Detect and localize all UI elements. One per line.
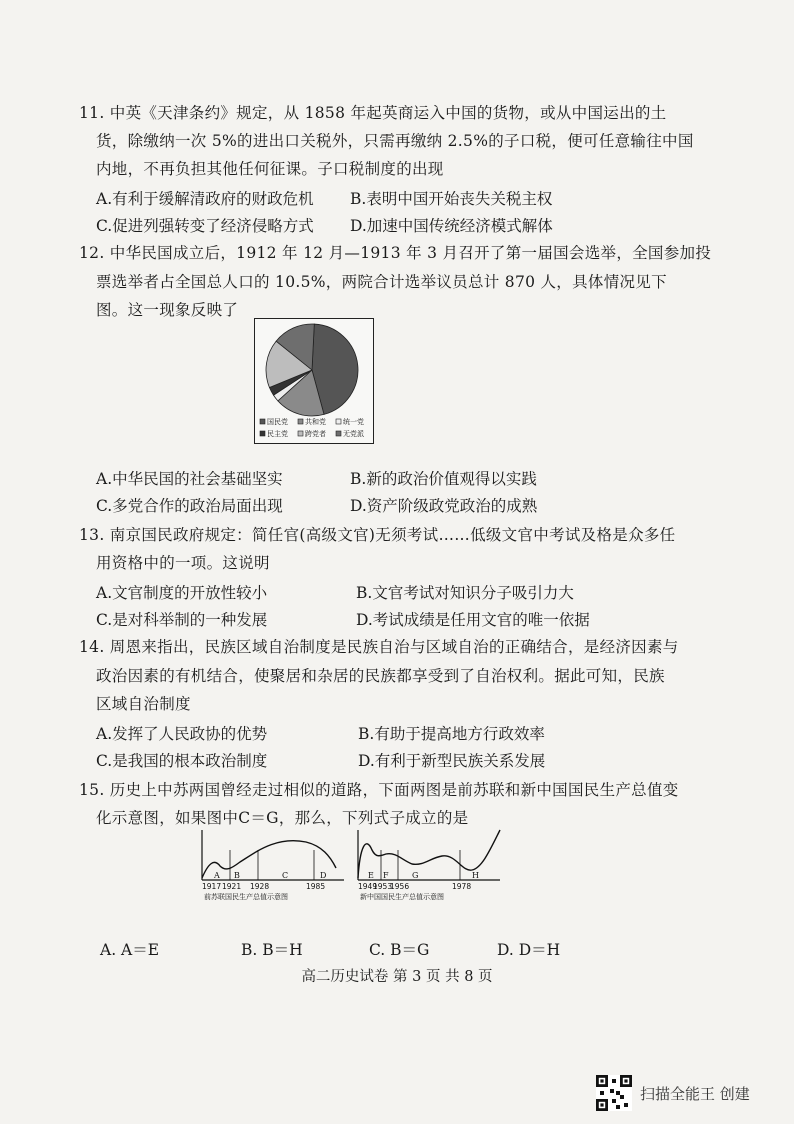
ussr-chart-tick-3: 1985 xyxy=(306,882,326,891)
q15-option-b: B. B＝H xyxy=(241,941,303,959)
ussr-chart-region-2: C xyxy=(282,871,289,880)
q12-line-3: 图。这一现象反映了 xyxy=(96,301,239,319)
soviet-gnp-chart xyxy=(196,828,346,912)
china-chart-region-3: H xyxy=(472,871,479,880)
legend-swatch-0 xyxy=(260,419,265,424)
legend-swatch-1 xyxy=(298,419,303,424)
q13-line-2: 用资格中的一项。这说明 xyxy=(96,554,270,572)
ussr-chart-tick-1: 1921 xyxy=(222,882,242,891)
legend-label-2: 统一党 xyxy=(343,418,364,426)
q11-option-a: A.有利于缓解清政府的财政危机 xyxy=(96,190,314,208)
china-chart-tick-2: 1956 xyxy=(390,882,410,891)
legend-label-1: 共和党 xyxy=(305,418,326,426)
q11-option-b: B.表明中国开始丧失关税主权 xyxy=(350,190,553,208)
q15-option-c: C. B＝G xyxy=(369,941,430,959)
china-gnp-chart xyxy=(352,828,504,912)
q11-line-1: 11. 中英《天津条约》规定，从 1858 年起英商运入中国的货物，或从中国运出的土 xyxy=(79,104,667,122)
pie-slices xyxy=(266,324,358,416)
q15-option-a: A. A＝E xyxy=(100,941,160,959)
q12-option-a: A.中华民国的社会基础坚实 xyxy=(96,470,283,488)
q12-line-1: 12. 中华民国成立后，1912 年 12 月—1913 年 3 月召开了第一届国会选举，全国参加投 xyxy=(79,244,712,262)
q14-option-c: C.是我国的根本政治制度 xyxy=(96,752,268,770)
legend-swatch-2 xyxy=(336,419,341,424)
q11-line-2: 货，除缴纳一次 5%的进出口关税外，只需再缴纳 2.5%的子口税，便可任意输往中国 xyxy=(96,132,694,150)
ussr-chart-title: 前苏联国民生产总值示意图 xyxy=(204,893,288,901)
china-chart-region-0: E xyxy=(368,871,374,880)
china-chart-tick-0: 1949 xyxy=(358,882,378,891)
q14-line-2: 政治因素的有机结合，使聚居和杂居的民族都享受到了自治权利。据此可知，民族 xyxy=(96,667,665,685)
q12-option-b: B.新的政治价值观得以实践 xyxy=(350,470,537,488)
q11-line-3: 内地，不再负担其他任何征课。子口税制度的出现 xyxy=(96,160,444,178)
ussr-chart-region-3: D xyxy=(320,871,327,880)
q11-option-d: D.加速中国传统经济模式解体 xyxy=(350,217,553,235)
page-footer: 高二历史试卷 第 3 页 共 8 页 xyxy=(301,969,493,985)
legend-label-4: 跨党者 xyxy=(305,430,326,438)
legend-swatch-4 xyxy=(298,431,303,436)
q14-line-1: 14. 周恩来指出，民族区域自治制度是民族自治与区域自治的正确结合，是经济因素与 xyxy=(79,638,679,656)
party-pie-chart xyxy=(254,318,374,444)
china-chart-title: 新中国国民生产总值示意图 xyxy=(360,893,444,901)
legend-label-0: 国民党 xyxy=(267,418,288,426)
qr-code-icon xyxy=(596,1075,632,1111)
ussr-chart-curve xyxy=(202,841,336,878)
legend-label-5: 无党派 xyxy=(343,430,364,438)
q15-line-2: 化示意图，如果图中C＝G，那么，下列式子成立的是 xyxy=(96,809,469,827)
ussr-chart-tick-0: 1917 xyxy=(202,882,222,891)
q11-option-c: C.促进列强转变了经济侵略方式 xyxy=(96,217,314,235)
q14-option-a: A.发挥了人民政协的优势 xyxy=(96,725,268,743)
q13-option-a: A.文官制度的开放性较小 xyxy=(96,584,268,602)
q12-option-d: D.资产阶级政党政治的成熟 xyxy=(350,497,538,515)
q13-option-c: C.是对科举制的一种发展 xyxy=(96,611,268,629)
scanner-brand-text: 扫描全能王 创建 xyxy=(640,1085,750,1103)
q15-line-1: 15. 历史上中苏两国曾经走过相似的道路，下面两图是前苏联和新中国国民生产总值变 xyxy=(79,781,679,799)
china-chart-tick-3: 1978 xyxy=(452,882,472,891)
q12-option-c: C.多党合作的政治局面出现 xyxy=(96,497,283,515)
china-chart-tick-1: 1953 xyxy=(373,882,393,891)
ussr-chart-region-0: A xyxy=(214,871,220,880)
q13-line-1: 13. 南京国民政府规定：简任官(高级文官)无须考试……低级文官中考试及格是众多任 xyxy=(79,526,676,544)
q12-line-2: 票选举者占全国总人口的 10.5%，两院合计选举议员总计 870 人，具体情况见下 xyxy=(96,273,667,291)
china-chart-region-1: F xyxy=(383,871,389,880)
legend-label-3: 民主党 xyxy=(267,430,288,438)
legend-swatch-5 xyxy=(336,431,341,436)
q14-option-d: D.有利于新型民族关系发展 xyxy=(358,752,546,770)
q14-option-b: B.有助于提高地方行政效率 xyxy=(358,725,545,743)
q14-line-3: 区域自治制度 xyxy=(96,695,191,713)
q13-option-b: B.文官考试对知识分子吸引力大 xyxy=(356,584,574,602)
q15-option-d: D. D＝H xyxy=(497,941,561,959)
ussr-chart-region-1: B xyxy=(234,871,240,880)
china-chart-region-2: G xyxy=(412,871,419,880)
legend-swatch-3 xyxy=(260,431,265,436)
q13-option-d: D.考试成绩是任用文官的唯一依据 xyxy=(356,611,590,629)
ussr-chart-tick-2: 1928 xyxy=(250,882,270,891)
